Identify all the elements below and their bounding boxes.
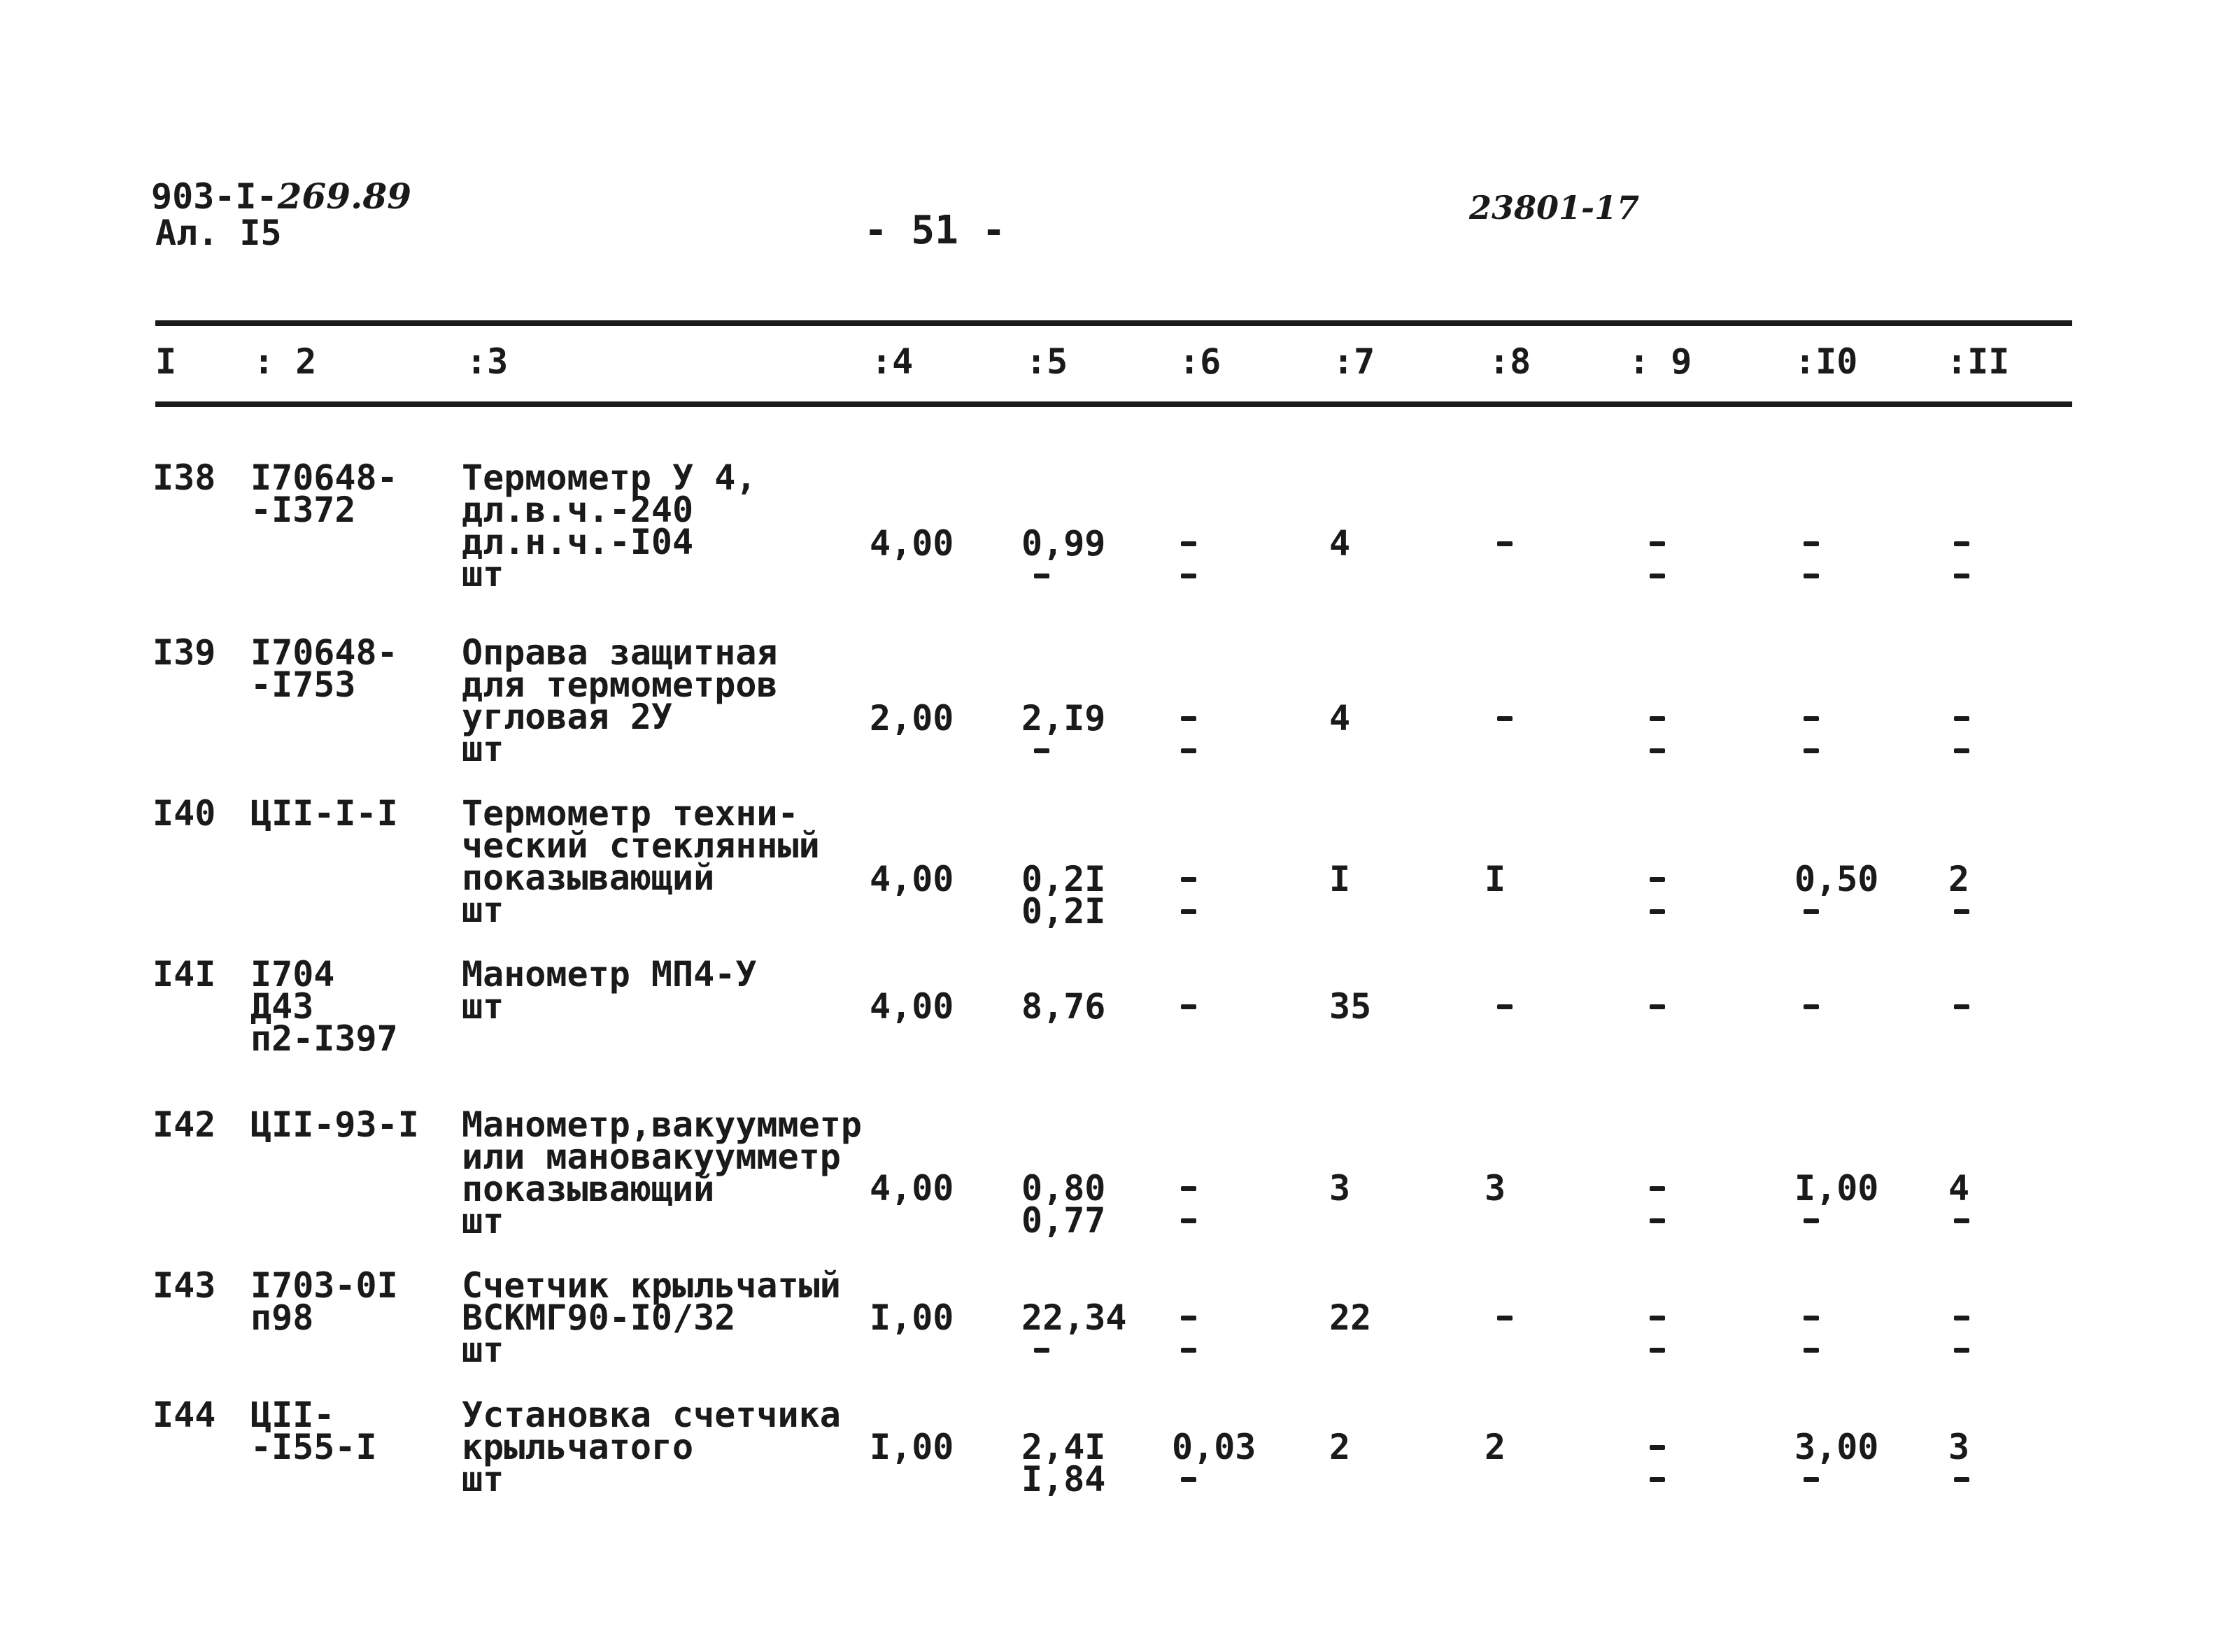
- dash-c9: [1650, 1218, 1665, 1223]
- dash-c9: [1650, 877, 1665, 882]
- dash-c11: [1954, 716, 1969, 721]
- row-number: I4I: [153, 954, 216, 995]
- dash-c10: [1804, 1348, 1819, 1353]
- cell-c5-line: I,84: [1021, 1459, 1106, 1500]
- item-code: п98: [250, 1297, 314, 1338]
- row-number: I39: [153, 632, 216, 673]
- row-number: I38: [153, 457, 216, 498]
- col-header-1: I: [155, 341, 177, 382]
- item-name-line: Счетчик крыльчатый: [462, 1265, 841, 1306]
- dash-c6: [1181, 748, 1196, 753]
- dash-c9: [1650, 1186, 1665, 1191]
- dash-c10: [1804, 541, 1819, 546]
- dash-c11: [1954, 1316, 1969, 1320]
- cell-c7-line: 4: [1329, 523, 1351, 564]
- dash-c5: [1034, 1348, 1049, 1353]
- dash-c10: [1804, 1477, 1819, 1482]
- dash-c6: [1181, 1004, 1196, 1009]
- table-top-rule: [155, 320, 2072, 326]
- item-name-line: для термометров: [462, 664, 778, 705]
- item-name-line: шт: [462, 1459, 504, 1500]
- document-code: [151, 176, 411, 217]
- dash-c9: [1650, 1348, 1665, 1353]
- row-number: I44: [153, 1395, 216, 1435]
- cell-c11-line: 3: [1948, 1427, 1970, 1467]
- dash-c11: [1954, 1477, 1969, 1482]
- cell-c10-line: 0,50: [1794, 859, 1879, 899]
- item-name-line: дл.в.ч.-240: [462, 490, 694, 530]
- cell-c10-line: 3,00: [1794, 1427, 1879, 1467]
- col-header-5: :5: [1026, 341, 1068, 382]
- page-number: - 51 -: [864, 208, 1006, 253]
- item-name-line: показывающий: [462, 857, 715, 898]
- cell-c4: 4,00: [870, 859, 954, 899]
- cell-c5-line: 8,76: [1021, 986, 1106, 1027]
- dash-c11: [1954, 1004, 1969, 1009]
- col-header-7: :7: [1333, 341, 1375, 382]
- cell-c5-line: 2,4I: [1021, 1427, 1106, 1467]
- col-header-10: :I0: [1794, 341, 1858, 382]
- dash-c6: [1181, 1316, 1196, 1320]
- dash-c6: [1181, 1477, 1196, 1482]
- col-header-3: :3: [466, 341, 509, 382]
- cell-c7-line: 4: [1329, 698, 1351, 739]
- cell-c4: 2,00: [870, 698, 954, 739]
- dash-c10: [1804, 574, 1819, 578]
- dash-c9: [1650, 716, 1665, 721]
- item-name-line: крыльчатого: [462, 1427, 694, 1467]
- cell-c5-line: 0,2I: [1021, 859, 1106, 899]
- item-code: -I55-I: [250, 1427, 377, 1467]
- col-header-11: :II: [1946, 341, 2010, 382]
- cell-c4: 4,00: [870, 986, 954, 1027]
- item-name-line: Манометр,вакуумметр: [462, 1104, 862, 1145]
- dash-c10: [1804, 716, 1819, 721]
- cell-c7-line: 35: [1329, 986, 1372, 1027]
- dash-c6: [1181, 574, 1196, 578]
- dash-c9: [1650, 1316, 1665, 1320]
- dash-c6: [1181, 716, 1196, 721]
- item-code: I70648-: [250, 457, 398, 498]
- dash-c9: [1650, 909, 1665, 914]
- item-name-line: Термометр У 4,: [462, 457, 757, 498]
- col-header-9: : 9: [1629, 341, 1692, 382]
- item-code: ЦII-: [250, 1395, 335, 1435]
- row-number: I43: [153, 1265, 216, 1306]
- dash-c10: [1804, 909, 1819, 914]
- dash-c9: [1650, 574, 1665, 578]
- item-name-line: ческий стеклянный: [462, 825, 820, 866]
- col-header-2: : 2: [253, 341, 317, 382]
- dash-c9: [1650, 748, 1665, 753]
- dash-c8: [1497, 1316, 1513, 1320]
- item-name-line: шт: [462, 890, 504, 930]
- dash-c11: [1954, 1218, 1969, 1223]
- row-number: I42: [153, 1104, 216, 1145]
- document-code-handwritten: 269.89: [277, 176, 411, 217]
- dash-c8: [1497, 1004, 1513, 1009]
- item-name-line: угловая 2У: [462, 697, 673, 737]
- cell-c5-line: 0,2I: [1021, 891, 1106, 932]
- item-name-line: шт: [462, 1330, 504, 1370]
- item-name-line: ВСКМГ90-I0/32: [462, 1297, 736, 1338]
- cell-c6-line: 0,03: [1172, 1427, 1256, 1467]
- dash-c9: [1650, 1477, 1665, 1482]
- item-code: I704: [250, 954, 335, 995]
- item-name-line: показывающий: [462, 1169, 715, 1209]
- item-name-line: шт: [462, 986, 504, 1027]
- col-header-4: :4: [871, 341, 914, 382]
- dash-c10: [1804, 1004, 1819, 1009]
- dash-c11: [1954, 1348, 1969, 1353]
- dash-c8: [1497, 716, 1513, 721]
- dash-c11: [1954, 574, 1969, 578]
- table-header-rule: [155, 401, 2072, 407]
- item-code: -I753: [250, 664, 356, 705]
- cell-c11-line: 2: [1948, 859, 1970, 899]
- sheet-label: Ал. I5: [155, 213, 282, 253]
- cell-c7-line: I: [1329, 859, 1351, 899]
- dash-c11: [1954, 541, 1969, 546]
- cell-c4: 4,00: [870, 523, 954, 564]
- dash-c10: [1804, 748, 1819, 753]
- item-code: I703-0I: [250, 1265, 398, 1306]
- cell-c4: I,00: [870, 1427, 954, 1467]
- dash-c5: [1034, 748, 1049, 753]
- cell-c10-line: I,00: [1794, 1168, 1879, 1209]
- item-name-line: или мановакуумметр: [462, 1137, 841, 1177]
- item-name-line: Установка счетчика: [462, 1395, 841, 1435]
- cell-c4: I,00: [870, 1297, 954, 1338]
- dash-c11: [1954, 909, 1969, 914]
- cell-c5-line: 0,80: [1021, 1168, 1106, 1209]
- dash-c6: [1181, 541, 1196, 546]
- dash-c11: [1954, 748, 1969, 753]
- col-header-8: :8: [1489, 341, 1531, 382]
- item-code: Д43: [250, 986, 314, 1027]
- cell-c11-line: 4: [1948, 1168, 1970, 1209]
- item-code: ЦII-I-I: [250, 793, 398, 834]
- item-name-line: шт: [462, 729, 504, 769]
- dash-c10: [1804, 1316, 1819, 1320]
- dash-c6: [1181, 1186, 1196, 1191]
- item-code: п2-I397: [250, 1018, 398, 1059]
- cell-c5-line: 0,77: [1021, 1200, 1106, 1241]
- row-number: I40: [153, 793, 216, 834]
- item-name-line: Термометр техни-: [462, 793, 799, 834]
- dash-c6: [1181, 1218, 1196, 1223]
- cell-c7-line: 22: [1329, 1297, 1372, 1338]
- cell-c8-line: I: [1485, 859, 1506, 899]
- dash-c9: [1650, 1445, 1665, 1450]
- dash-c6: [1181, 909, 1196, 914]
- dash-c9: [1650, 1004, 1665, 1009]
- cell-c5-line: 22,34: [1021, 1297, 1127, 1338]
- item-name-line: шт: [462, 554, 504, 594]
- item-name-line: Оправа защитная: [462, 632, 778, 673]
- item-code: -I372: [250, 490, 356, 530]
- dash-c9: [1650, 541, 1665, 546]
- cell-c5-line: 2,I9: [1021, 698, 1106, 739]
- cell-c7-line: 3: [1329, 1168, 1351, 1209]
- dash-c6: [1181, 1348, 1196, 1353]
- item-code: ЦII-93-I: [250, 1104, 419, 1145]
- cell-c8-line: 2: [1485, 1427, 1506, 1467]
- dash-c5: [1034, 574, 1049, 578]
- dash-c6: [1181, 877, 1196, 882]
- cell-c5-line: 0,99: [1021, 523, 1106, 564]
- col-header-6: :6: [1179, 341, 1221, 382]
- dash-c8: [1497, 541, 1513, 546]
- cell-c7-line: 2: [1329, 1427, 1351, 1467]
- document-code-prefix: 903-I-: [151, 176, 278, 217]
- item-code: I70648-: [250, 632, 398, 673]
- item-name-line: шт: [462, 1201, 504, 1241]
- cell-c4: 4,00: [870, 1168, 954, 1209]
- item-name-line: дл.н.ч.-I04: [462, 522, 694, 562]
- item-name-line: Манометр МП4-У: [462, 954, 757, 995]
- cell-c8-line: 3: [1485, 1168, 1506, 1209]
- dash-c10: [1804, 1218, 1819, 1223]
- doc-number: 23801-17: [1469, 189, 1640, 227]
